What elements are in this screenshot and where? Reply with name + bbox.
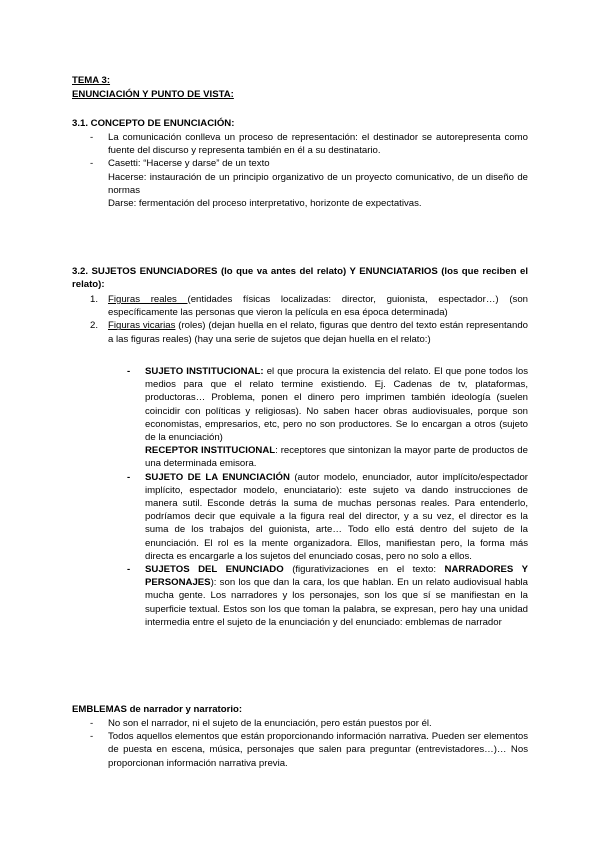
- dash-marker: -: [127, 564, 131, 576]
- figuras-reales-text: (entidades físicas localizadas: director, guionista, espectador…) (son específicamente las personas que vieron la película en esa época determinada): [108, 294, 528, 319]
- dash-marker: -: [90, 731, 94, 743]
- dash-marker: -: [90, 718, 94, 729]
- subject-term-narradores: NARRADORES Y PERSONAJES: [145, 564, 529, 589]
- list-item: [90, 717, 528, 730]
- list-item: [90, 730, 528, 770]
- subject-text: (figurativizaciones en el texto:: [283, 564, 445, 576]
- section-3-2-list: [90, 293, 528, 346]
- number-marker: 1.: [90, 294, 99, 305]
- dash-marker: -: [127, 366, 131, 377]
- section-3-1-list: [90, 131, 528, 210]
- section-heading-3-2: 3.2. SUJETOS ENUNCIADORES (lo que va antes del relato) Y ENUNCIATARIOS (los que reciben el relato):: [72, 266, 528, 291]
- dash-marker: -: [127, 471, 131, 483]
- list-item: [90, 157, 528, 210]
- subject-text: el que procura la existencia del relato. El que pone todos los medios para que el relato termine existiendo. Ej. Cadenas de tv, plataformas, productoras… Problema, ponen el dinero pero imprimen también ideología (suelen coincidir con políticas y religiosas). No saben hacer obras audiovisuales, porque son economistas, empresarios, etc, pero no son productores. Se lo encargan a otros (sujeto de la enunciación): [145, 366, 528, 444]
- subject-text: : receptores que sintonizan la mayor parte de productos de una determinada emisora.: [145, 445, 528, 470]
- section-heading-emblemas: EMBLEMAS de narrador y narratorio:: [72, 704, 243, 715]
- list-item-text: La comunicación conlleva un proceso de representación: el destinador se autorepresenta como fuente del discurso y representa también en él a su destinatario.: [108, 132, 528, 157]
- document-title: TEMA 3:: [72, 75, 111, 86]
- document-subtitle: ENUNCIACIÓN Y PUNTO DE VISTA:: [72, 89, 234, 100]
- figuras-reales-term: Figuras reales: [108, 294, 188, 305]
- dash-marker: -: [90, 132, 94, 143]
- list-item: [90, 131, 528, 157]
- casetti-darse: Darse: fermentación del proceso interpretativo, horizonte de expectativas.: [108, 198, 422, 210]
- list-item: [90, 319, 528, 345]
- list-item: [90, 293, 528, 319]
- list-item-text: Casetti: “Hacerse y darse” de un texto: [108, 158, 270, 170]
- subject-item-receptor: [127, 444, 528, 470]
- casetti-hacerse: Hacerse: instauración de un principio organizativo de un proyecto comunicativo, de un diseño de normas: [108, 171, 528, 196]
- subject-text: ): son los que dan la cara, los que hablan. En un relato audiovisual habla mucha gente. Los narradores y los personajes, son los que sí se manifiestan en la superficie textual. Estos son los que toman la palabra, se expresan, pero hay una unidad intermedia entre el sujeto de la enunciación y del enunciado: emblemas de narrador: [145, 577, 528, 628]
- subject-term: SUJETO DE LA ENUNCIACIÓN: [145, 471, 290, 483]
- dash-marker: -: [90, 158, 94, 170]
- subject-item-institucional: [127, 365, 528, 444]
- section-heading-3-1: 3.1. CONCEPTO DE ENUNCIACIÓN:: [72, 118, 235, 129]
- subject-item-enunciacion: [127, 471, 528, 563]
- subject-term: RECEPTOR INSTITUCIONAL: [145, 445, 276, 457]
- number-marker: 2.: [90, 320, 99, 332]
- list-item-text: Todos aquellos elementos que están proporcionando información narrativa. Pueden ser elementos de puesta en escena, música, personajes que salen para preguntar (entrevistadores…)… Nos proporcionan información narrativa previa.: [108, 731, 528, 769]
- subjects-list: [127, 365, 528, 629]
- list-item-text: No son el narrador, ni el sujeto de la enunciación, pero están puestos por él.: [108, 718, 432, 729]
- subject-term: SUJETOS DEL ENUNCIADO: [145, 564, 284, 576]
- figuras-vicarias-term: Figuras vicarias: [108, 320, 176, 332]
- figuras-vicarias-text: (roles) (dejan huella en el relato, figuras que dentro del texto están representando a las figuras reales) (hay una serie de sujetos que dejan huella en el relato:): [108, 320, 528, 345]
- emblemas-list: [90, 717, 528, 770]
- subject-term: SUJETO INSTITUCIONAL:: [145, 366, 264, 377]
- subject-item-enunciado: [127, 563, 528, 629]
- subject-text: (autor modelo, enunciador, autor implícito/espectador implícito, espectador modelo, enunciatario): este sujeto va dando instrucciones de manera sutil. Esconde detrás la suma de muchas personas reales. Para entenderlo, podríamos decir que equivale a la figura real del director, y a su vez, el director es la suma de los trabajos del guionista, arte… Todo ello está dentro del sujeto de la enunciación. El rol es la mente organizadora. Ellos, manifiestan pero, la forma más directa es encargarle a los sujetos del enunciado cosas, pero no solo a ellos.: [145, 471, 528, 562]
